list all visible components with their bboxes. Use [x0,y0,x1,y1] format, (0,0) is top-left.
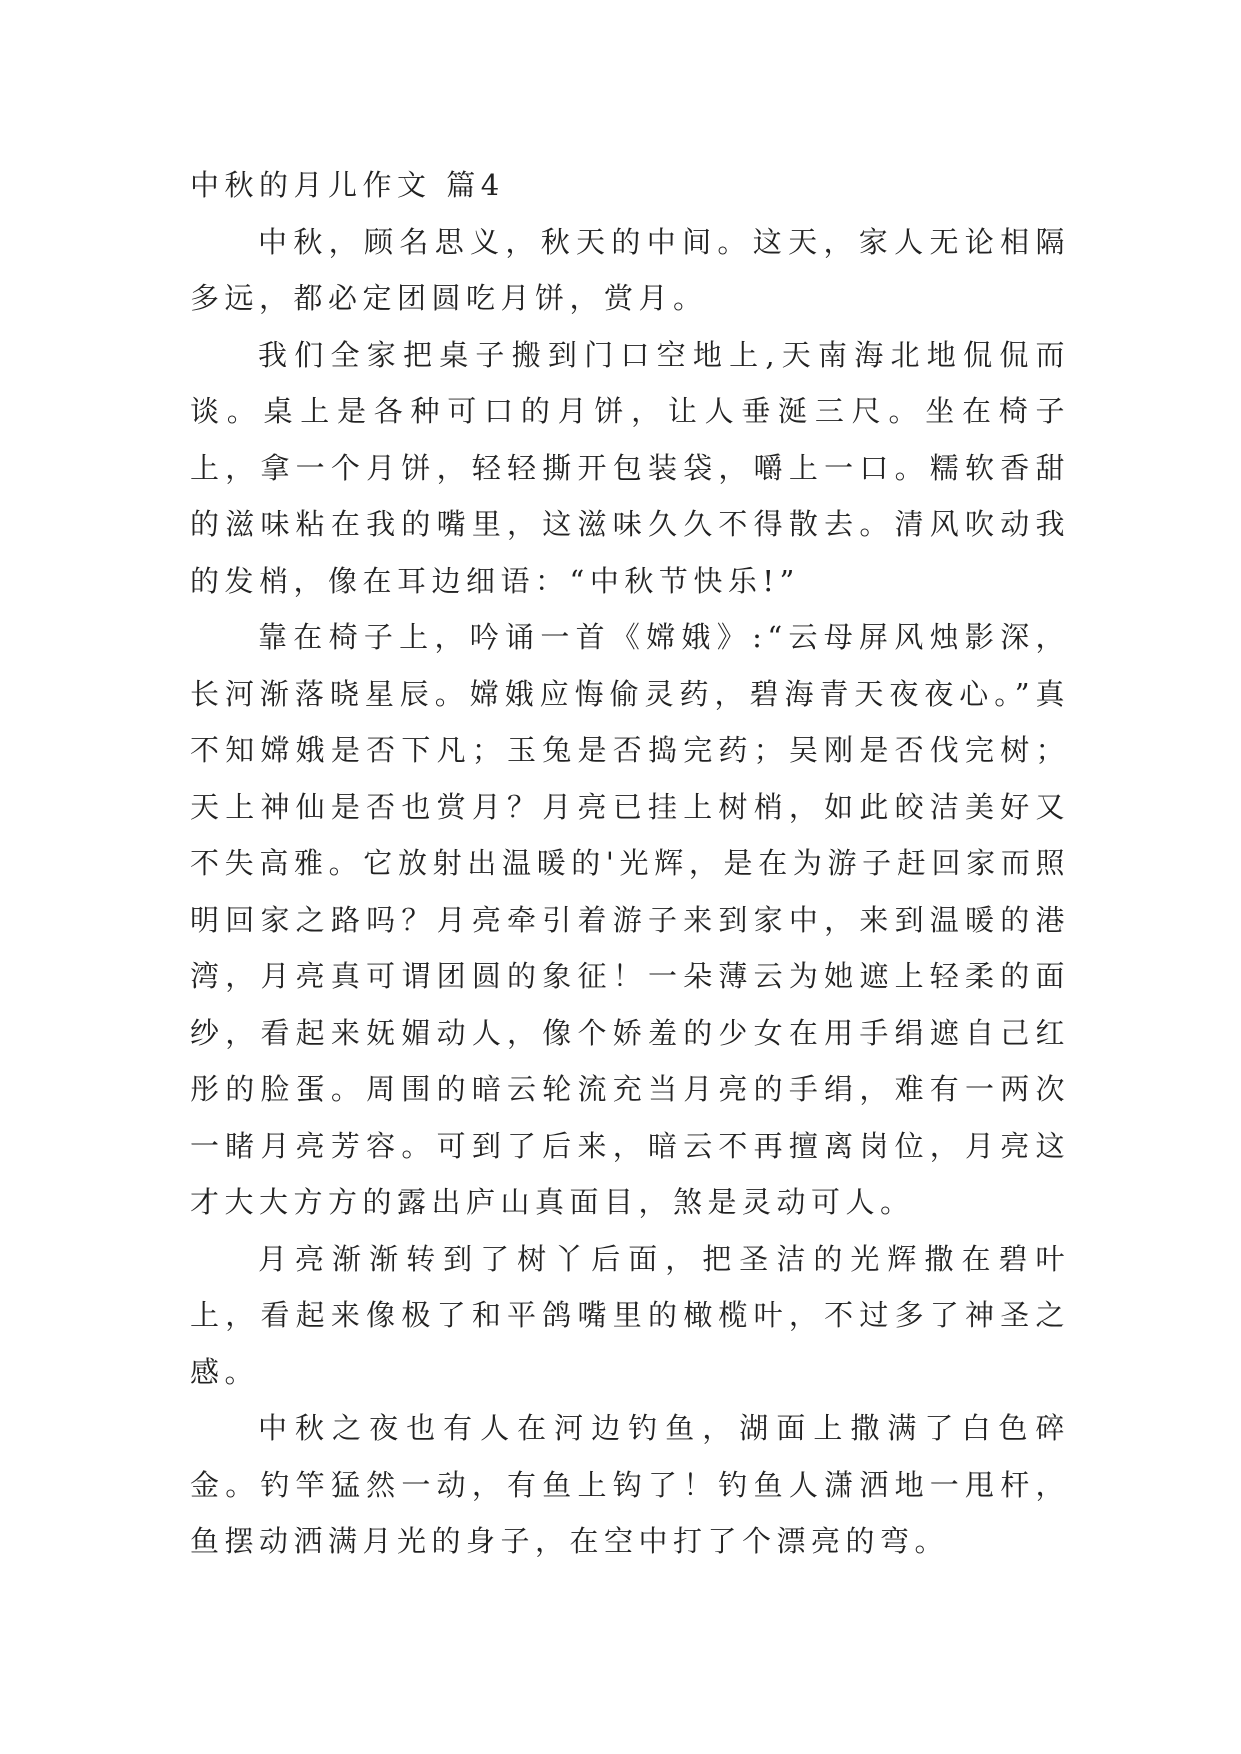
paragraph-5: 中秋之夜也有人在河边钓鱼，湖面上撒满了白色碎金。钓竿猛然一动，有鱼上钩了！钓鱼人潇洒地一甩杆，鱼摆动洒满月光的身子，在空中打了个漂亮的弯。 [190,1411,1070,1558]
paragraph-2: 我们全家把桌子搬到门口空地上,天南海北地侃侃而谈。桌上是各种可口的月饼，让人垂涎三尺。坐在椅子上，拿一个月饼，轻轻撕开包装袋，嚼上一口。糯软香甜的滋味粘在我的嘴里，这滋味久久不得散去。清风吹动我的发梢，像在耳边细语：“中秋节快乐!” [190,337,1070,598]
paragraph-4: 月亮渐渐转到了树丫后面，把圣洁的光辉撒在碧叶上，看起来像极了和平鸽嘴里的橄榄叶，不过多了神圣之感。 [190,1241,1070,1389]
paragraph-3: 靠在椅子上，吟诵一首《嫦娥》:“云母屏风烛影深，长河渐落晓星辰。嫦娥应悔偷灵药，碧海青天夜夜心。”真不知嫦娥是否下凡；玉兔是否捣完药；吴刚是否伐完树；天上神仙是否也赏月？月亮已挂上树梢，如此皎洁美好又不失高雅。它放射出温暖的'光辉，是在为游子赶回家而照明回家之路吗？月亮牵引着游子来到家中，来到温暖的港湾，月亮真可谓团圆的象征！一朵薄云为她遮上轻柔的面纱，看起来妩媚动人，像个娇羞的少女在用手绢遮自己红彤的脸蛋。周围的暗云轮流充当月亮的手绢，难有一两次一睹月亮芳容。可到了后来，暗云不再擅离岗位，月亮这才大大方方的露出庐山真面目，煞是灵动可人。 [190,620,1070,1219]
paragraph-1: 中秋，顾名思义，秋天的中间。这天，家人无论相隔多远，都必定团圆吃月饼，赏月。 [190,224,1070,315]
essay-title: 中秋的月儿作文 篇4 [190,168,505,202]
document-body [190,157,1070,1570]
